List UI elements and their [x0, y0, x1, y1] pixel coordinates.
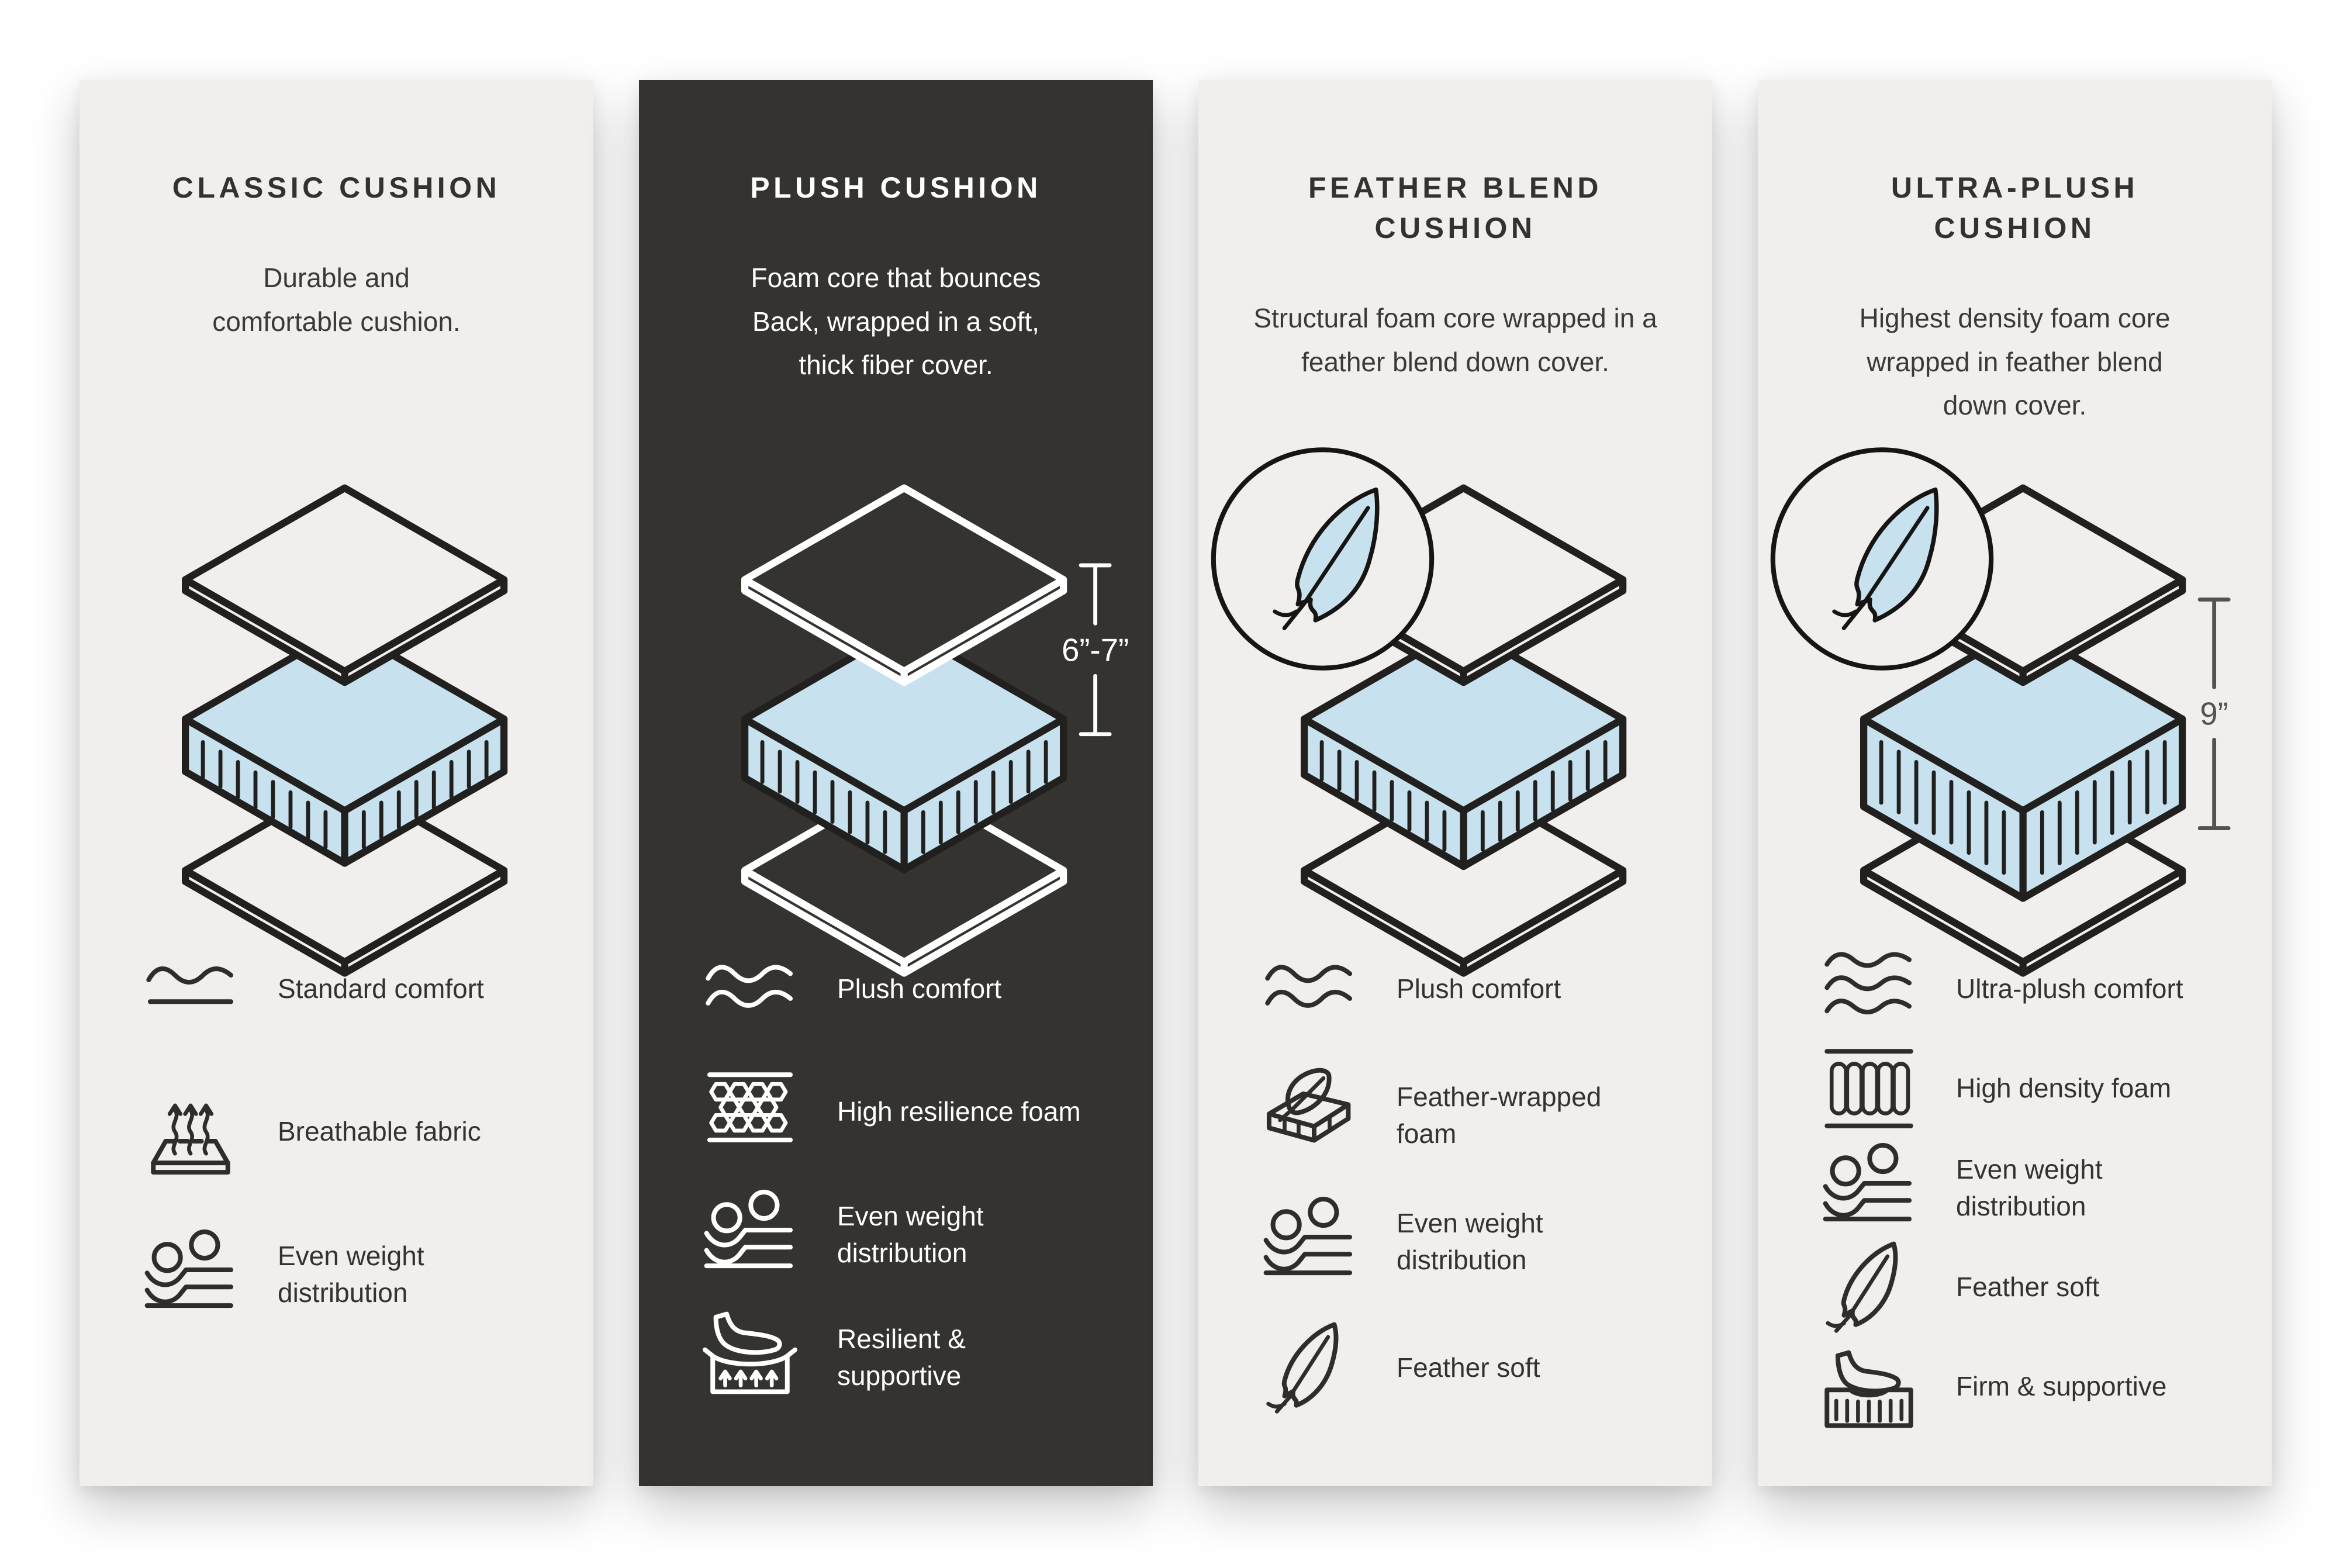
- feature-label: Firm & supportive: [1956, 1371, 2167, 1402]
- feather-icon: [1819, 1238, 1919, 1337]
- card-description: Foam core that bounces Back, wrapped in a soft, thick fiber cover.: [751, 263, 1041, 381]
- wave-underline-icon: [141, 940, 240, 1039]
- layered-cushion-illustration: [82, 440, 592, 998]
- feather-icon: [1260, 1318, 1359, 1418]
- even-weight-icon: [1260, 1192, 1359, 1291]
- feature-row: [700, 1185, 1129, 1284]
- cushion-layers-diagram: [641, 440, 1151, 998]
- feature-label: Even weight distribution: [278, 1240, 424, 1308]
- feature-label: Plush comfort: [837, 973, 1002, 1004]
- cushion-layers-diagram: [82, 440, 592, 998]
- height-dimension: [2200, 600, 2228, 828]
- feature-label: Feather soft: [1397, 1352, 1540, 1383]
- honeycomb-foam-icon: [700, 1062, 800, 1162]
- feature-label: Feather-wrapped foam: [1397, 1081, 1602, 1149]
- feature-label: Feather soft: [1956, 1272, 2100, 1303]
- feature-row: [1260, 940, 1689, 1039]
- cushion-layers-diagram: [1201, 440, 1710, 998]
- card-title: FEATHER BLEND CUSHION: [1308, 171, 1602, 244]
- feature-label: Even weight distribution: [1956, 1153, 2103, 1221]
- feature-row: [1819, 1238, 2248, 1337]
- double-wave-icon: [700, 940, 800, 1039]
- feature-label: Standard comfort: [278, 973, 484, 1004]
- card-description: Structural foam core wrapped in a feather blend down cover.: [1253, 303, 1657, 377]
- card-title: ULTRA-PLUSH CUSHION: [1891, 171, 2139, 244]
- feature-label: High density foam: [1956, 1073, 2172, 1104]
- even-weight-icon: [141, 1225, 240, 1324]
- feature-label: Even weight distribution: [1397, 1207, 1543, 1275]
- layered-cushion-illustration: [1760, 440, 2270, 998]
- double-wave-icon: [1260, 940, 1359, 1039]
- card-description: Durable and comfortable cushion.: [212, 263, 461, 337]
- feature-row: [1260, 1066, 1689, 1165]
- feature-label: High resilience foam: [837, 1096, 1081, 1127]
- firm-supportive-icon: [1819, 1337, 1919, 1436]
- even-weight-icon: [700, 1185, 800, 1284]
- feature-label: Even weight distribution: [837, 1200, 984, 1268]
- feature-row: [700, 1308, 1129, 1407]
- card-classic-cushion: [80, 80, 593, 1486]
- even-weight-icon: [1819, 1138, 1919, 1238]
- feather-wrapped-foam-icon: [1260, 1066, 1359, 1165]
- resilient-supportive-icon: [700, 1308, 800, 1407]
- breathable-fabric-icon: [141, 1082, 240, 1182]
- feature-row: [1819, 1039, 2248, 1138]
- layered-cushion-illustration: [641, 440, 1151, 998]
- feature-row: [1819, 1138, 2248, 1238]
- card-description: Highest density foam core wrapped in feather blend down cover.: [1859, 303, 2171, 421]
- feature-row: [1819, 1337, 2248, 1436]
- feature-list: [700, 940, 1129, 1407]
- feature-list: [141, 940, 570, 1324]
- feature-label: Breathable fabric: [278, 1116, 481, 1147]
- feature-list: [1260, 940, 1689, 1418]
- feature-list: [1819, 940, 2248, 1436]
- layered-cushion-illustration: [1201, 440, 1710, 998]
- feature-label: Plush comfort: [1397, 973, 1561, 1004]
- feature-row: [1260, 1318, 1689, 1418]
- card-plush-cushion: [639, 80, 1153, 1486]
- card-title: CLASSIC CUSHION: [172, 171, 501, 204]
- cushion-comparison: [80, 80, 2272, 1486]
- feature-row: [141, 1225, 570, 1324]
- feature-row: [141, 940, 570, 1039]
- dimension-label: 9”: [2199, 696, 2228, 732]
- triple-wave-icon: [1819, 940, 1919, 1039]
- card-feather-blend-cushion: [1198, 80, 1712, 1486]
- feature-row: [1819, 940, 2248, 1039]
- cushion-layers-diagram: [1760, 440, 2270, 998]
- feature-row: [700, 940, 1129, 1039]
- feature-label: Resilient & supportive: [837, 1323, 966, 1391]
- feature-row: [700, 1062, 1129, 1162]
- high-density-foam-icon: [1819, 1039, 1919, 1138]
- card-title: PLUSH CUSHION: [750, 171, 1042, 204]
- height-dimension: [1062, 565, 1129, 734]
- feature-row: [141, 1082, 570, 1182]
- feature-label: Ultra-plush comfort: [1956, 973, 2183, 1004]
- feather-badge: [1772, 450, 1990, 668]
- feather-badge: [1213, 450, 1431, 668]
- feature-row: [1260, 1192, 1689, 1291]
- dimension-label: 6”-7”: [1061, 632, 1129, 668]
- card-ultra-plush-cushion: [1758, 80, 2272, 1486]
